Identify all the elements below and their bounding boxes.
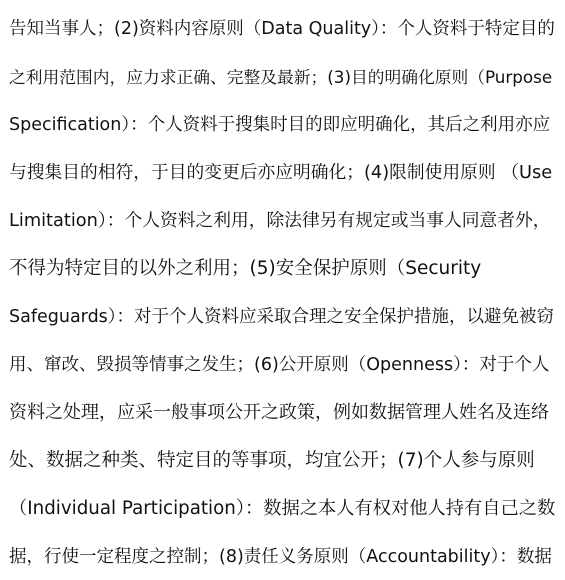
text-line-1: 告知当事人；(2)资料内容原则（Data Quality）：个人资料于特定目的 — [9, 19, 555, 39]
text-line-11: （Individual Participation）：数据之本人有权对他人持有自己之数 — [9, 498, 556, 519]
text-line-12: 据，行使一定程度之控制；(8)责任义务原则（Accountability）：数据 — [9, 547, 552, 567]
text-line-3: Specification）：个人资料于搜集时目的即应明确化，其后之利用亦应 — [9, 115, 551, 135]
text-line-7: Safeguards）：对于个人资料应采取合理之安全保护措施，以避免被窃 — [9, 307, 555, 327]
text-line-4: 与搜集目的相符，于目的变更后亦应明确化；(4)限制使用原则 （Use — [9, 163, 553, 183]
text-line-8: 用、窜改、毁损等情事之发生；(6)公开原则（Openness）：对于个人 — [9, 355, 550, 375]
text-line-5: Limitation）：个人资料之利用，除法律另有规定或当事人同意者外， — [9, 211, 551, 231]
text-line-9: 资料之处理，应采一般事项公开之政策，例如数据管理人姓名及连络 — [9, 402, 549, 423]
text-line-2: 之利用范围内，应力求正确、完整及最新；(3)目的明确化原则（Purpose — [9, 67, 553, 87]
text-line-10: 处、数据之种类、特定目的等事项，均宜公开；(7)个人参与原则 — [9, 450, 535, 471]
text-line-6: 不得为特定目的以外之利用；(5)安全保护原则（Security — [9, 258, 482, 279]
